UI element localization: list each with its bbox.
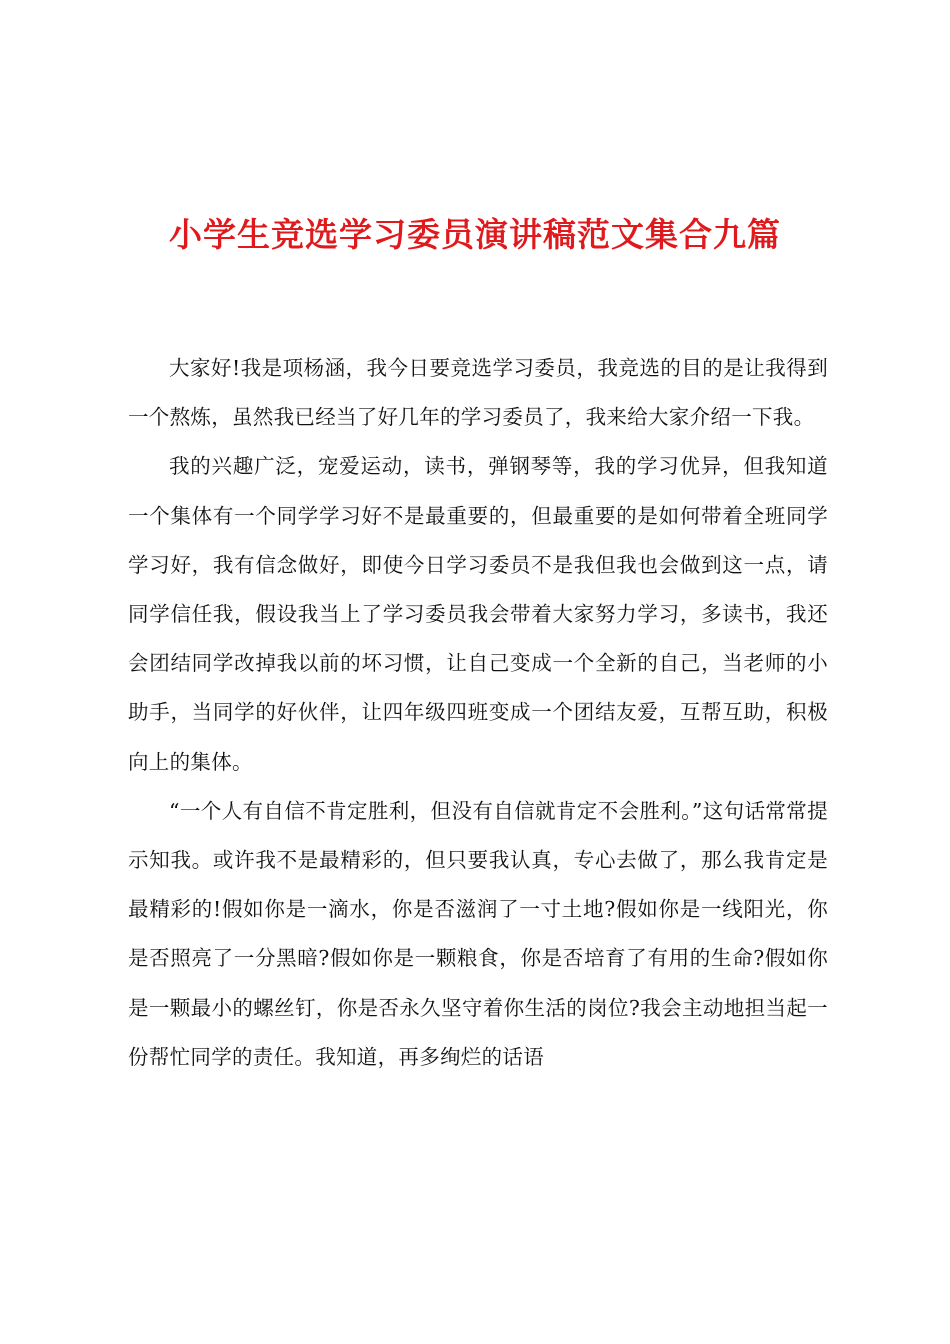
paragraph-1: 大家好!我是项杨涵，我今日要竞选学习委员，我竞选的目的是让我得到一个熬炼，虽然我已经当了好几年的学习委员了，我来给大家介绍一下我。 [128, 356, 828, 430]
document-title: 小学生竞选学习委员演讲稿范文集合九篇 [169, 215, 781, 254]
paragraph-3: “一个人有自信不肯定胜利，但没有自信就肯定不会胜利。”这句话常常提示知我。或许我不是最精彩的，但只要我认真，专心去做了，那么我肯定是最精彩的!假如你是一滴水，你是否滋润了一寸土地?假如你是一线阳光，你是否照亮了一分黑暗?假如你是一颗粮食，你是否培育了有用的生命?假如你是一颗最小的螺丝钉，你是否永久坚守着你生活的岗位?我会主动地担当起一份帮忙同学的责任。我知道，再多绚烂的话语 [128, 798, 828, 1069]
document-body [128, 344, 828, 1082]
paragraph-2: 我的兴趣广泛，宠爱运动，读书，弹钢琴等，我的学习优异，但我知道一个集体有一个同学学习好不是最重要的，但最重要的是如何带着全班同学学习好，我有信念做好，即使今日学习委员不是我但我也会做到这一点，请同学信任我，假设我当上了学习委员我会带着大家努力学习，多读书，我还会团结同学改掉我以前的坏习惯，让自己变成一个全新的自己，当老师的小助手，当同学的好伙伴，让四年级四班变成一个团结友爱，互帮互助，积极向上的集体。 [128, 454, 828, 774]
